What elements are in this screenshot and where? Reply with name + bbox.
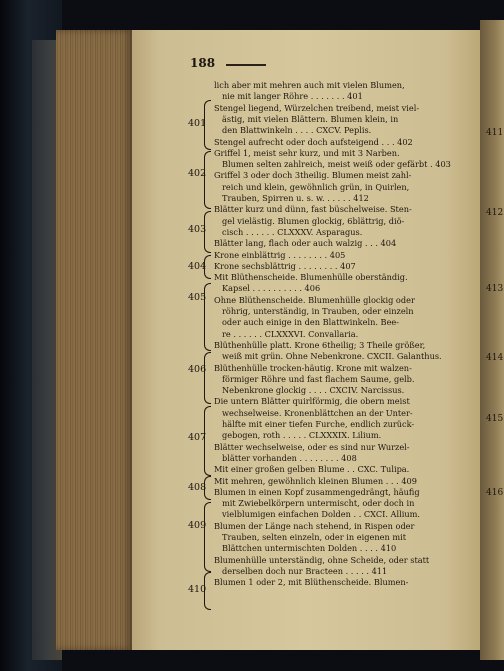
text-line: Nebenkrone glockig . . . . CXCIV. Narcissus. [222,385,405,396]
text-line: re . . . . . . CLXXXVI. Convallaria. [222,328,359,339]
text-line: hälfte mit einer tiefen Furche, endlich zurück- [222,419,415,429]
facing-page-number: 413 [486,284,504,294]
text-line: förmiger Röhre und fast flachem Saume, gelb. [222,373,415,384]
text-line: Blüthenhülle trocken-häutig. Krone mit walzen- [214,362,412,373]
section-number: 404 [188,261,207,272]
text-line: Trauben, Spirren u. s. w. . . . . . 412 [222,193,369,203]
page-number: 188 [190,56,216,70]
text-line: Mit mehren, gewöhnlich kleinen Blumen . . . 409 [214,475,417,486]
text-line: oder auch einige in den Blattwinkeln. Bee- [222,317,400,328]
text-line: Krone einblättrig . . . . . . . . 405 [214,249,346,260]
section-number: 402 [188,168,207,179]
text-line: Blumen in einen Kopf zusammengedrängt, häufig [214,486,420,497]
text-line: Ohne Blüthenscheide. Blumenhülle glockig oder [214,294,415,305]
text-line: Blumenhülle unterständig, ohne Scheide, oder statt [214,554,430,565]
text-line: Blüthenhülle platt. Krone 6theilig; 3 Theile größer, [214,339,426,350]
text-line: Blätter lang, flach oder auch walzig . . . 404 [214,238,397,249]
text-line: Trauben, selten einzeln, oder in eigenen mit [222,532,407,542]
text-line: reich und klein, gewöhnlich grün, in Quirlen, [222,181,410,192]
text-line: Mit Blüthenscheide. Blumenhülle oberständig. [214,272,408,283]
text-line: Krone sechsblättrig . . . . . . . . 407 [214,260,356,271]
text-line: cisch . . . . . . CLXXXV. Asparagus. [222,226,363,237]
text-line: Griffel 3 oder doch 3theilig. Blumen meist zahl- [214,170,412,181]
text-line: Kapsel . . . . . . . . . . 406 [222,283,321,294]
text-line: Stengel aufrecht oder doch aufsteigend . . . 402 [214,136,413,147]
text-line: lich aber mit mehren auch mit vielen Blumen, [214,80,405,90]
text-line: gel vielästig. Blumen glockig, 6blättrig, diö- [222,215,405,226]
text-line: Stengel liegend, Würzelchen treibend, meist viel- [214,102,420,113]
facing-page-number: 412 [486,208,504,218]
text-line: röhrig, unterständig, in Trauben, oder einzeln [222,306,414,316]
text-line: derselben doch nur Bracteen . . . . . 411 [222,565,388,576]
text-line: Mit einer großen gelben Blume . . CXC. Tulipa. [214,464,410,475]
page-block-edge [56,30,134,650]
text-line: blätter vorhanden . . . . . . . . 408 [222,452,357,463]
section-number: 408 [188,482,207,493]
text-line: Blumen selten zahlreich, meist weiß oder gefärbt . 403 [222,159,451,170]
text-line: vielblumigen einfachen Dolden . . CXCI. Allium. [222,509,420,520]
section-number: 405 [188,292,207,303]
text-line: Die untern Blätter quirlförmig, die obern meist [214,396,410,407]
section-number: 410 [188,584,207,595]
text-line: Blumen der Länge nach stehend, in Rispen oder [214,520,415,531]
section-number: 403 [188,224,207,235]
text-line: den Blattwinkeln . . . . CXCV. Peplis. [222,125,372,136]
text-line: ästig, mit vielen Blättern. Blumen klein, in [222,113,399,124]
facing-page-edge [480,20,504,660]
section-number: 406 [188,364,207,375]
text-line: weiß mit grün. Ohne Nebenkrone. CXCII. Galanthus. [222,351,442,362]
text-line: gebogen, roth . . . . . CLXXXIX. Lilium. [222,430,382,441]
section-number: 401 [188,118,207,129]
text-line: Blättchen untermischten Dolden . . . . 410 [222,543,397,554]
brace [204,151,211,209]
section-number: 407 [188,432,207,443]
text-line: Blätter wechselweise, oder es sind nur Wurzel- [214,441,410,452]
text-line: Blätter kurz und dünn, fast büschelweise. Sten- [214,204,412,215]
header-rule [226,64,266,66]
facing-page-number: 411 [486,128,504,138]
facing-page-number: 414 [486,353,504,363]
text-line: mit Zwiebelkörpern untermischt, oder doch in [222,498,415,509]
text-line: Blumen 1 oder 2, mit Blüthenscheide. Blumen- [214,577,409,588]
text-line: nie mit langer Röhre . . . . . . . 401 [222,91,363,102]
text-line: Griffel 1, meist sehr kurz, und mit 3 Narben. [214,147,400,158]
facing-page-number: 415 [486,414,504,424]
brace [204,502,211,572]
text-line: wechselweise. Kronenblättchen an der Unter- [222,407,413,418]
facing-page-number: 416 [486,488,504,498]
brace [204,352,211,404]
section-number: 409 [188,520,207,531]
